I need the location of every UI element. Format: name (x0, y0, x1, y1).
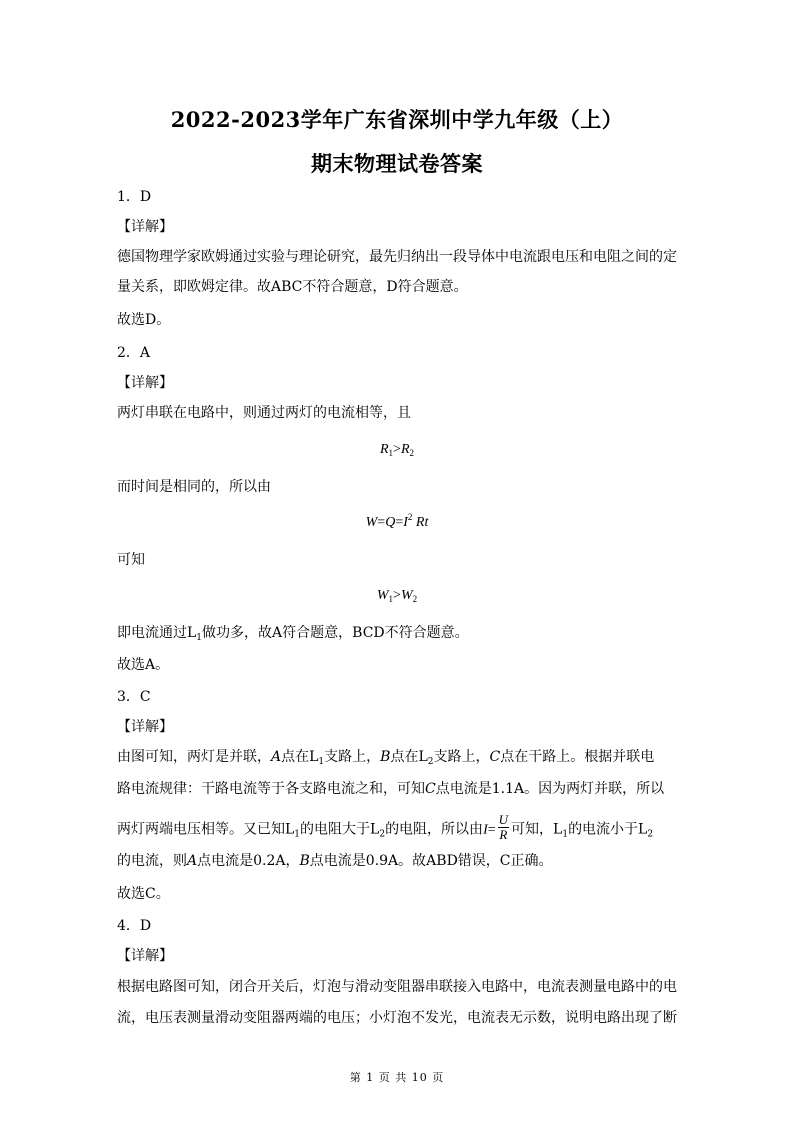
q4-paragraph-line1: 根据电路图可知，闭合开关后，灯泡与滑动变阻器串联接入电路中，电流表测量电路中的电 (117, 979, 677, 995)
page-title-line2: 期末物理试卷答案 (311, 151, 483, 176)
q3-answer-number: 3．C (117, 689, 151, 705)
q2-paragraph-line4: 即电流通过$L_1$做功多，故A符合题意，BCD不符合题意。 (117, 625, 469, 643)
q2-detail-heading: 【详解】 (117, 375, 173, 391)
q1-paragraph-line1: 德国物理学家欧姆通过实验与理论研究，最先归纳出一段导体中电流跟电压和电阻之间的定 (117, 249, 677, 265)
q2-conclusion: 故选A。 (117, 657, 170, 673)
page-title-line1: 2022-2023学年广东省深圳中学九年级（上） (170, 107, 624, 132)
q4-detail-heading: 【详解】 (117, 948, 173, 964)
q3-detail-heading: 【详解】 (117, 719, 173, 735)
q1-conclusion: 故选D。 (117, 312, 171, 328)
q2-equation-compare: $W_1>W_2$ (376, 588, 418, 604)
q3-paragraph-line3: 两灯两端电压相等。又已知$L_1$的电阻大于$L_2$的电阻，所以由I= $\frac{U}{R}$ 可知，$L_1$的电流小于$L_2$ (117, 812, 654, 842)
q3-paragraph-line4: 的电流，则A点电流是0.2A，B点电流是0.9A。故ABD错误，C正确。 (117, 853, 553, 869)
q2-equation-resistance: $R_1>R_2$ (379, 442, 415, 458)
q2-paragraph-line1: 两灯串联在电路中，则通过两灯的电流相等，且 (117, 405, 411, 421)
q3-conclusion: 故选C。 (117, 886, 170, 902)
q2-paragraph-line3: 可知 (117, 552, 145, 568)
q1-detail-heading: 【详解】 (117, 219, 173, 235)
q4-paragraph-line2: 流，电压表测量滑动变阻器两端的电压；小灯泡不发光，电流表无示数，说明电路出现了断 (117, 1010, 677, 1026)
page-footer: 第 1 页 共 10 页 (349, 1071, 445, 1084)
q2-paragraph-line2: 而时间是相同的，所以由 (117, 479, 271, 495)
q2-answer-number: 2．A (117, 345, 151, 361)
ohms-law-fraction: $\frac{U}{R}$ (498, 812, 509, 842)
q2-equation-work: $W=Q=I^2$ Rt (365, 512, 429, 530)
q4-answer-number: 4．D (117, 918, 152, 934)
q3-paragraph-line1: 由图可知，两灯是并联，A点在$L_1$支路上，B点在$L_2$支路上，C点在干路上。根据并联电 (117, 749, 655, 767)
q1-answer-number: 1．D (117, 189, 152, 205)
q1-paragraph-line2: 量关系，即欧姆定律。故ABC不符合题意，D符合题意。 (117, 279, 468, 295)
q3-paragraph-line2: 路电流规律：干路电流等于各支路电流之和，可知C点电流是1.1A。因为两灯并联，所以 (117, 781, 665, 797)
